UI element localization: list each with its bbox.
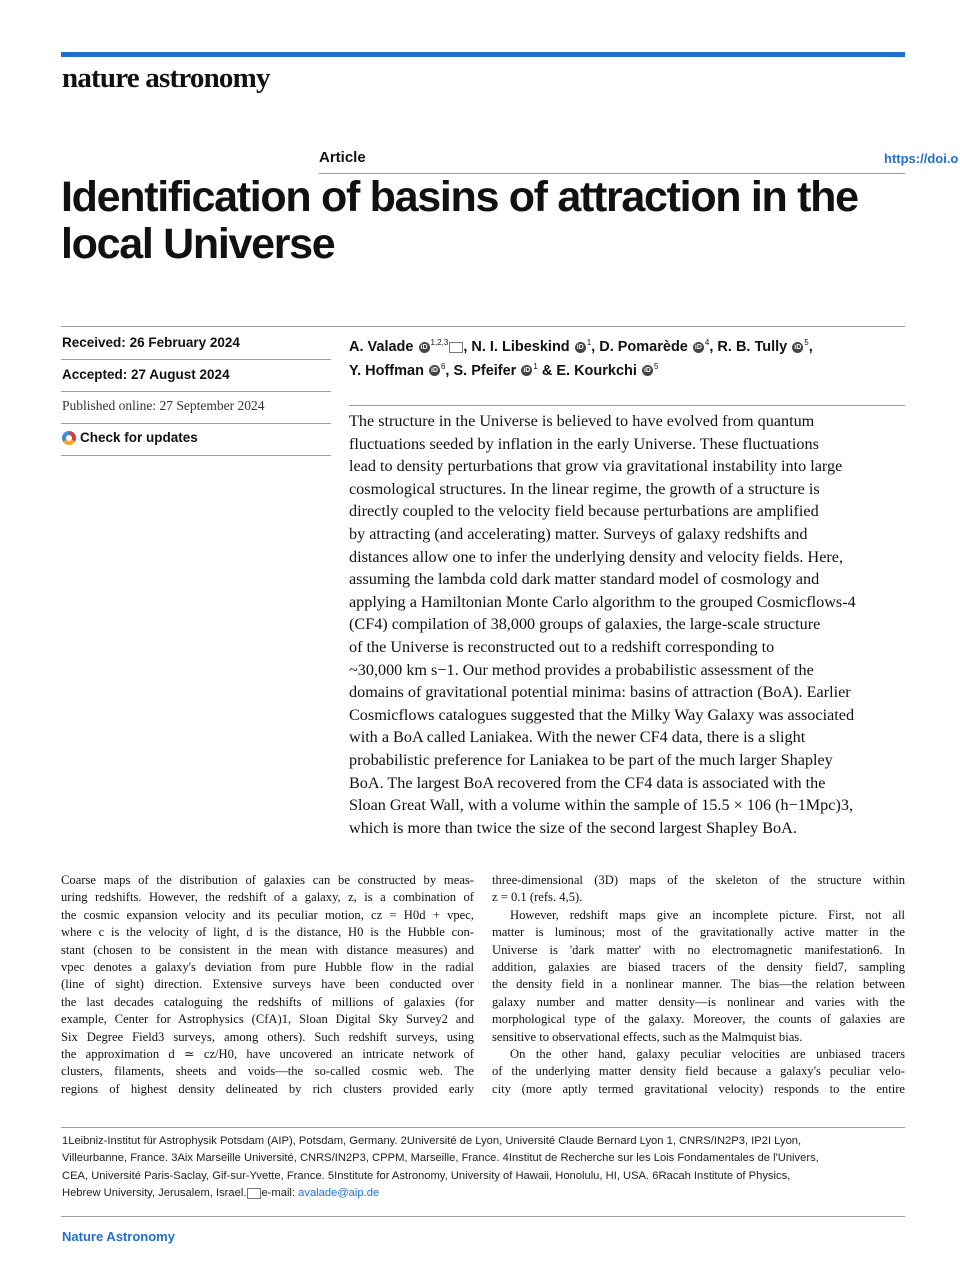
author-affiliation-sup: 1 xyxy=(586,338,592,347)
abstract-line: Cosmicflows catalogues suggested that the Milky Way Galaxy was associated xyxy=(349,705,855,724)
body-line: clusters, filaments, sheets and voids—the so-called cosmic web. The xyxy=(61,1064,474,1079)
body-line: Universe is 'dark matter' with no electromagnetic manifestation6. In xyxy=(492,942,905,957)
body-line: example, Center for Astrophysics (CfA)1, Sloan Digital Sky Survey2 and xyxy=(61,1012,474,1027)
author-name: D. Pomarède xyxy=(599,338,688,355)
author-affiliation-sup: 1,2,3 xyxy=(430,338,449,347)
author-list xyxy=(349,333,909,381)
author[interactable] xyxy=(349,363,445,379)
author-separator: , xyxy=(463,338,472,355)
check-updates-icon xyxy=(62,431,76,445)
footnote-divider xyxy=(61,1127,905,1128)
abstract-line: with a BoA called Laniakea. With the newer CF4 data, there is a slight xyxy=(349,728,806,747)
abstract-line: domains of gravitational potential minima: basins of attraction (BoA). Earlier xyxy=(349,683,851,702)
orcid-icon: iD xyxy=(794,343,802,351)
body-line: three-dimensional (3D) maps of the skeleton of the structure within xyxy=(492,873,905,887)
abstract-line: ~30,000 km s−1. Our method provides a probabilistic assessment of the xyxy=(349,660,814,679)
meta-divider-4 xyxy=(61,455,331,456)
accepted-label: Accepted: xyxy=(62,367,128,382)
doi-link[interactable]: https://doi.o xyxy=(884,151,959,166)
abstract-line: directly coupled to the velocity field because perturbations are amplified xyxy=(349,502,819,521)
author-affiliation-sup: 5 xyxy=(653,361,659,371)
body-line: sensitive to observational effects, such as the Malmquist bias. xyxy=(492,1029,803,1044)
body-line: where c is the velocity of light, d is the distance, H0 is the Hubble con- xyxy=(61,925,474,940)
abstract-line: assuming the lambda cold dark matter standard model of cosmology and xyxy=(349,570,820,589)
author[interactable] xyxy=(599,339,709,355)
author[interactable] xyxy=(453,363,537,379)
published-online: Published online: 27 September 2024 xyxy=(62,398,265,413)
author-separator: , xyxy=(808,338,813,355)
body-line: morphological type of the galaxy. Moreover, the counts of galaxies are xyxy=(492,1012,905,1027)
affiliation-line: 1Leibniz-Institut für Astrophysik Potsdam (AIP), Potsdam, Germany. 2Université de Lyon, Université Claude Bernard Lyon 1, CNRS/IN2P3, IP2I Lyon, xyxy=(62,1135,802,1147)
abstract-line: cosmological structures. In the linear regime, the growth of a structure is xyxy=(349,479,820,498)
received-label: Received: xyxy=(62,335,126,350)
body-line: of the underlying matter density field because a galaxy's peculiar velo- xyxy=(492,1064,905,1079)
author-separator: , xyxy=(445,362,454,379)
author-affiliation-sup: 5 xyxy=(804,338,809,347)
received-value: 26 February 2024 xyxy=(129,335,240,350)
journal-name: nature astronomy xyxy=(62,62,270,94)
author[interactable] xyxy=(471,339,591,355)
orcid-icon: iD xyxy=(576,343,584,351)
body-line: (line of sight) direction. Extensive surveys have been conducted over xyxy=(61,977,474,992)
author-name: E. Kourkchi xyxy=(556,362,637,379)
accepted-date xyxy=(62,367,230,382)
author-name: N. I. Libeskind xyxy=(471,338,570,355)
body-line: On the other hand, galaxy peculiar velocities are unbiased tracers xyxy=(510,1047,905,1062)
abstract-line: by attracting (and accelerating) matter. Surveys of galaxy redshifts and xyxy=(349,524,808,543)
top-accent-bar xyxy=(61,52,905,57)
affiliation-line: Villeurbanne, France. 3Aix Marseille Université, CNRS/IN2P3, CPPM, Marseille, France. 4Institut de Recherche sur les Lois Fondamentales de l'Univers, xyxy=(62,1152,819,1165)
footer-divider xyxy=(61,1216,905,1217)
author[interactable] xyxy=(349,339,463,355)
affiliation-line: Hebrew University, Jerusalem, Israel. e-mail: avalade@aip.de xyxy=(62,1187,380,1200)
body-line: the approximation d ≃ cz/H0, have uncovered an intricate network of xyxy=(61,1047,474,1062)
received-date xyxy=(62,335,240,350)
accepted-value: 27 August 2024 xyxy=(131,367,230,382)
abstract xyxy=(349,410,909,839)
author[interactable] xyxy=(556,363,658,379)
body-line: z = 0.1 (refs. 4,5). xyxy=(492,890,583,905)
body-line: vpec denotes a galaxy's deviation from pure Hubble flow in the radial xyxy=(61,960,474,975)
abstract-line: (CF4) compilation of 38,000 groups of galaxies, the large-scale structure xyxy=(349,615,821,634)
body-column-left xyxy=(61,872,474,1098)
abstract-line: fluctuations seeded by inflation in the early Universe. These fluctuations xyxy=(349,434,819,453)
body-line: Coarse maps of the distribution of galaxies can be constructed by meas- xyxy=(61,873,474,887)
body-line: galaxy number and matter density—is nonlinear and varies with the xyxy=(492,994,905,1009)
abstract-line: distances allow one to infer the underlying density and velocity fields. Here, xyxy=(349,547,844,566)
author-affiliation-sup: 4 xyxy=(704,338,710,347)
abstract-line: probabilistic preference for Laniakea to be part of the much larger Shapley xyxy=(349,750,833,769)
author-name: Y. Hoffman xyxy=(349,362,424,379)
footer-journal: Nature Astronomy xyxy=(62,1229,175,1244)
email-label: e-mail: xyxy=(261,1187,296,1200)
abstract-line: lead to density perturbations that grow via gravitational instability into large xyxy=(349,457,843,476)
body-line: stant (chosen to be consistent in the mean with distance measures) and xyxy=(61,942,474,957)
body-line: city (more aptly termed gravitational velocity) responds to the entire xyxy=(492,1081,905,1096)
abstract-line: BoA. The largest BoA recovered from the CF4 data is associated with the xyxy=(349,773,826,792)
orcid-icon: iD xyxy=(430,367,438,375)
abstract-divider xyxy=(349,405,905,406)
body-line: Six Degree Field3 surveys, among others). Such redshift surveys, using xyxy=(61,1029,474,1044)
affiliations xyxy=(62,1133,905,1203)
body-line: uring redshifts. However, the redshift of a galaxy, z, is a combination of xyxy=(61,890,474,905)
meta-divider-3 xyxy=(61,423,331,424)
article-type: Article xyxy=(319,149,366,166)
orcid-icon: iD xyxy=(523,367,531,375)
orcid-icon: iD xyxy=(694,343,702,351)
body-line: the density field in a nonlinear manner. The bias—the relation between xyxy=(492,977,905,992)
author-name: A. Valade xyxy=(349,338,414,355)
body-line: However, redshift maps give an incomplete picture. First, not all xyxy=(510,907,905,922)
email-link[interactable]: avalade@aip.de xyxy=(298,1187,380,1200)
author-separator: , xyxy=(591,338,600,355)
meta-divider-2 xyxy=(61,391,331,392)
author-separator: , xyxy=(709,338,718,355)
body-line: the last decades cataloguing the redshifts of millions of galaxies (for xyxy=(61,994,474,1009)
author[interactable] xyxy=(717,339,808,355)
meta-divider-1 xyxy=(61,359,331,360)
orcid-icon: iD xyxy=(420,343,428,351)
abstract-line: The structure in the Universe is believed to have evolved from quantum xyxy=(349,412,815,430)
author-name: R. B. Tully xyxy=(717,338,788,355)
body-line: the cosmic expansion velocity and its peculiar motion, cz = H0d + vpec, xyxy=(61,907,474,922)
body-line: matter is luminous; most of the gravitationally active matter in the xyxy=(492,925,905,940)
article-title: Identification of basins of attraction in the local Universe xyxy=(61,173,858,268)
mail-icon xyxy=(247,1188,261,1199)
author-separator: & xyxy=(537,362,557,379)
abstract-line: which is more than twice the size of the second largest Shapley BoA. xyxy=(349,818,797,837)
check-updates-label: Check for updates xyxy=(80,430,198,445)
author-affiliation-sup: 1 xyxy=(533,361,538,371)
author-name: S. Pfeifer xyxy=(453,362,517,379)
meta-divider xyxy=(61,326,905,327)
abstract-line: of the Universe is reconstructed out to a redshift corresponding to xyxy=(349,637,775,656)
body-column-right xyxy=(492,872,905,1098)
check-for-updates[interactable] xyxy=(62,430,198,445)
author-affiliation-sup: 6 xyxy=(440,361,446,371)
body-line: regions of highest density delineated by rich clusters provided early xyxy=(61,1081,474,1096)
mail-icon xyxy=(449,342,463,353)
abstract-line: Sloan Great Wall, with a volume within the sample of 15.5 × 106 (h−1Mpc)3, xyxy=(349,796,853,815)
abstract-line: applying a Hamiltonian Monte Carlo algorithm to the grouped Cosmicflows-4 xyxy=(349,592,856,611)
body-line: addition, galaxies are biased tracers of the density field7, sampling xyxy=(492,960,905,975)
affiliation-line: CEA, Université Paris-Saclay, Gif-sur-Yvette, France. 5Institute for Astronomy, University of Hawaii, Honolulu, HI, USA. 6Racah Institute of Physics, xyxy=(62,1169,791,1182)
orcid-icon: iD xyxy=(643,367,651,375)
